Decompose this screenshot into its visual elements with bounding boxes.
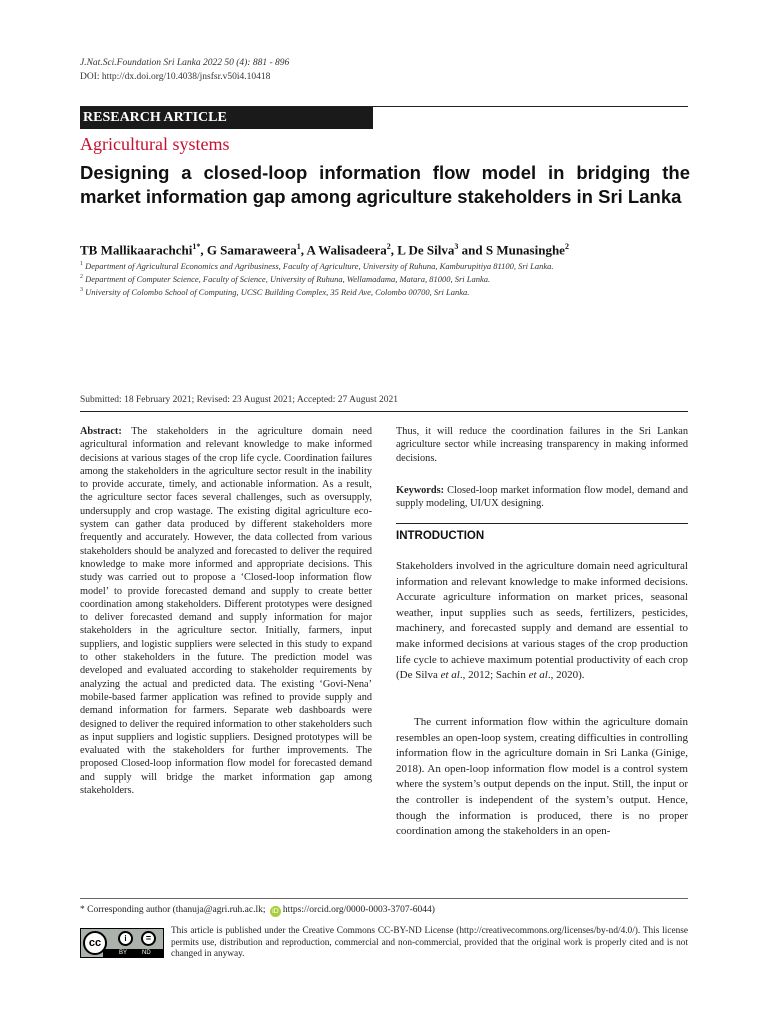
affiliation-2 bbox=[80, 274, 700, 284]
affiliation-1 bbox=[80, 261, 700, 271]
journal-citation: J.Nat.Sci.Foundation Sri Lanka 2022 50 (4): 881 - 896 bbox=[80, 58, 290, 68]
author-affiliation-mark: 1* bbox=[192, 242, 201, 251]
attribution-icon: i bbox=[118, 931, 133, 946]
introduction-paragraph-1 bbox=[396, 559, 688, 684]
cc-by-nd-logo[interactable] bbox=[80, 928, 164, 958]
author-affiliation-mark: 2 bbox=[386, 242, 391, 251]
author-separator: and bbox=[458, 242, 486, 258]
author-name: TB Mallikaarachchi bbox=[80, 242, 193, 258]
author-name: S Munasinghe bbox=[485, 242, 565, 258]
corresponding-text: * Corresponding author (thanuja@agri.ruh.ac.lk; bbox=[80, 905, 266, 915]
affiliation-3 bbox=[80, 287, 700, 297]
author-affiliation-mark: 3 bbox=[454, 242, 459, 251]
et-al: et al bbox=[528, 669, 548, 682]
author-affiliation-mark: 1 bbox=[296, 242, 301, 251]
affiliation-mark: 3 bbox=[80, 287, 83, 294]
introduction-paragraph-2 bbox=[396, 715, 688, 840]
keywords bbox=[396, 484, 688, 511]
corresponding-author bbox=[80, 905, 435, 917]
affiliation-mark: 2 bbox=[80, 274, 83, 281]
doi-link[interactable]: DOI: http://dx.doi.org/10.4038/jnsfsr.v50i4.10418 bbox=[80, 72, 271, 82]
license-text: This article is published under the Creative Commons CC-BY-ND License (http://creativecommons.org/licenses/by-nd/4.0/). This license permits use, distribution and reproduction, commercial and non-commercial, provided that the original work is properly cited and is not changed in anyway. bbox=[171, 926, 688, 959]
abstract-label: Abstract: bbox=[80, 426, 122, 437]
orcid-link[interactable]: https://orcid.org/0000-0003-3707-6044) bbox=[282, 905, 435, 915]
author-name: G Samaraweera bbox=[206, 242, 297, 258]
et-al: et al bbox=[440, 669, 460, 682]
license-strip bbox=[103, 949, 163, 957]
footer-rule bbox=[80, 898, 688, 899]
affiliation-text: Department of Computer Science, Faculty of Science, University of Ruhuna, Wellamadama, Matara, 81000, Sri Lanka. bbox=[85, 274, 491, 284]
paragraph-text: Stakeholders involved in the agriculture domain need agricultural information and relevant knowledge to make informed decisions. Accurate agriculture information on market prices, seasonal weather, input supplies such as seeds, fertilizers, pesticides, machinery, and forecasted supply and demand are essential to make informed decisions at various stages of the crop production life cycle to achieve maximum potential productivity of each crop (De Silva bbox=[396, 560, 688, 682]
keywords-text: Closed-loop market information flow model, demand and supply modeling, UI/UX designing. bbox=[396, 485, 688, 510]
author-name: A Walisadeera bbox=[306, 242, 387, 258]
abstract-continued: Thus, it will reduce the coordination failures in the Sri Lankan agriculture sector while increasing transparency in making informed decisions. bbox=[396, 426, 688, 464]
submission-dates: Submitted: 18 February 2021; Revised: 23 August 2021; Accepted: 27 August 2021 bbox=[80, 395, 398, 405]
paragraph-text: ., 2020). bbox=[547, 669, 585, 682]
author-separator: , bbox=[300, 242, 307, 258]
paragraph-text: ., 2012; Sachin bbox=[459, 669, 529, 682]
article-type-banner: RESEARCH ARTICLE bbox=[80, 107, 373, 129]
section-label: Agricultural systems bbox=[80, 134, 230, 154]
author-affiliation-mark: 2 bbox=[564, 242, 569, 251]
nd-label: ND bbox=[142, 950, 151, 956]
abstract-text: The stakeholders in the agriculture domain need agricultural information and relevant knowledge to make informed decisions at various stages of the crop life cycle. Coordination failures among the stakeholders in the agriculture sector result in the inability to provide accurate, timely, and actionable information. As a result, the agriculture sector faces several challenges, such as oversupply, undersupply and crop wastage. The existing digital agriculture eco-system can gather data produced by different stakeholders more frequently and accurately. However, the data collected from various stakeholders should be analyzed and forecasted to deliver the required knowledge to make more informed and appropriate decisions. This study was carried out to propose a ‘Closed-loop information flow model’ to provide forecasted demand and supply to create better coordination among stakeholders. Different prototypes were designed to deliver forecasted demand and supply information for major stakeholders in the agriculture sector. Initially, farmers, input suppliers, and logistic suppliers were selected in this study to expand to other stakeholders in the future. The prediction model was developed and evaluated according to stakeholder requirements by analyzing the actual and predicted data. The existing ‘Govi-Nena’ mobile-based farmer application was refined to provide supply and demand information for farmers. Separate web dashboards were designed to deliver the required information to other stakeholders such as input suppliers and logistic suppliers. Designed prototypes will be evaluated with the stakeholders for further improvements. The proposed Closed-loop information flow model for forecasted demand and supply will bridge the market information gap among stakeholders. bbox=[80, 426, 372, 797]
author-name: L De Silva bbox=[397, 242, 455, 258]
by-label: BY bbox=[119, 950, 128, 956]
intro-rule bbox=[396, 523, 688, 524]
introduction-heading: INTRODUCTION bbox=[396, 530, 485, 542]
paper-title: Designing a closed-loop information flow model in bridging the market information gap among agriculture stakeholders in Sri Lanka bbox=[80, 162, 690, 207]
affiliation-text: University of Colombo School of Computing, UCSC Building Complex, 35 Reid Ave, Colombo 00700, Sri Lanka. bbox=[85, 287, 470, 297]
affiliation-mark: 1 bbox=[80, 261, 83, 268]
keywords-label: Keywords: bbox=[396, 485, 445, 496]
affiliation-text: Department of Agricultural Economics and Agribusiness, Faculty of Agriculture, University of Ruhuna, Kamburupitiya 81100, Sri Lanka. bbox=[85, 261, 554, 271]
orcid-icon[interactable]: iD bbox=[270, 906, 281, 917]
no-derivatives-icon: = bbox=[141, 931, 156, 946]
author-separator: , bbox=[200, 242, 207, 258]
cc-icon: cc bbox=[83, 931, 107, 955]
author-list bbox=[80, 242, 700, 258]
author-separator: , bbox=[390, 242, 398, 258]
dates-rule bbox=[80, 411, 688, 412]
paragraph-text: The current information flow within the agriculture domain resembles an open-loop system, creating difficulties in controlling information flow in the agriculture domain in Sri Lanka (Ginige, 2018). An open-loop information flow model is a control system where the system’s output depends on the input. Still, the input or the controller is independent of the system’s output. Hence, though the information is produced, there is no proper coordination among the stakeholders in an open- bbox=[396, 716, 688, 838]
abstract bbox=[80, 425, 372, 797]
